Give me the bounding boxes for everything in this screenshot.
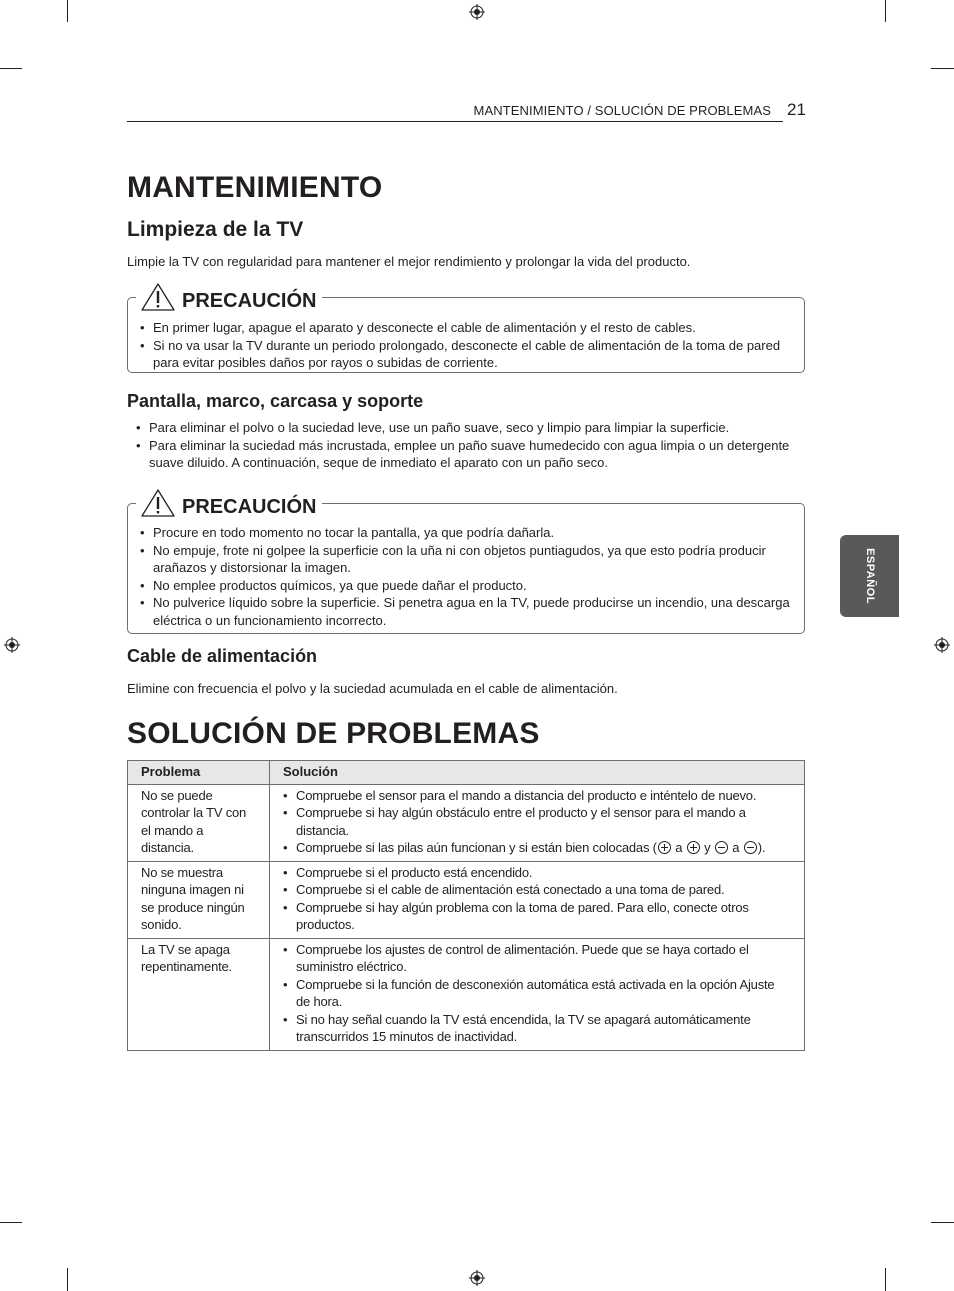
list-item: • Procure en todo momento no tocar la pantalla, ya que podría dañarla. xyxy=(140,524,790,542)
crop-mark xyxy=(67,0,68,22)
solution-cell xyxy=(270,938,805,1050)
problem-cell: No se puede controlar la TV con el mando a distancia. xyxy=(128,784,270,861)
plus-terminal-icon xyxy=(658,841,671,854)
cleaning-title: Limpieza de la TV xyxy=(127,218,304,241)
list-item: • Compruebe si la función de desconexión automática está activada en la opción Ajuste de hora. xyxy=(283,976,791,1011)
minus-terminal-icon xyxy=(715,841,728,854)
crop-mark xyxy=(885,0,886,22)
list-item: • Para eliminar el polvo o la suciedad leve, use un paño suave, seco y limpio para limpiar la superficie. xyxy=(136,419,796,437)
troubleshooting-table xyxy=(127,760,805,1051)
minus-terminal-icon xyxy=(744,841,757,854)
list-item: • Compruebe si hay algún obstáculo entre el producto y el sensor para el mando a distancia. xyxy=(283,804,791,839)
warning-icon xyxy=(140,488,176,518)
list-item: • Compruebe los ajustes de control de alimentación. Puede que se haya cortado el suministro eléctrico. xyxy=(283,941,791,976)
caution-label: PRECAUCIÓN xyxy=(182,290,317,312)
list-item: • Compruebe si el cable de alimentación está conectado a una toma de pared. xyxy=(283,881,791,899)
caution-list xyxy=(140,319,790,372)
crop-mark xyxy=(931,1222,954,1223)
cable-title: Cable de alimentación xyxy=(127,646,318,666)
list-item: • Para eliminar la suciedad más incrustada, emplee un paño suave humedecido con agua limpia o un detergente suave diluido. A continuación, seque de inmediato el aparato con un paño seco. xyxy=(136,437,796,472)
list-item: • Si no va usar la TV durante un periodo prolongado, desconecte el cable de alimentación de la toma de pared para evitar posibles daños por rayos o subidas de corriente. xyxy=(140,337,790,372)
solution-list xyxy=(283,941,791,1046)
crop-mark xyxy=(0,68,22,69)
solution-list xyxy=(283,864,791,934)
language-tab xyxy=(840,535,899,617)
screen-care-list xyxy=(136,419,796,472)
caution-box-1 xyxy=(127,290,805,373)
registration-mark-icon xyxy=(934,637,950,653)
column-header-solution: Solución xyxy=(270,761,805,785)
battery-text: Compruebe si las pilas aún funcionan y si están bien colocadas ( xyxy=(296,840,657,855)
table-row xyxy=(128,938,805,1050)
troubleshooting-title: SOLUCIÓN DE PROBLEMAS xyxy=(127,717,540,750)
caution-list xyxy=(140,524,790,629)
screen-title: Pantalla, marco, carcasa y soporte xyxy=(127,391,424,411)
maintenance-title: MANTENIMIENTO xyxy=(127,171,383,204)
crop-mark xyxy=(67,1268,68,1291)
battery-text: a xyxy=(732,840,740,855)
column-header-problem: Problema xyxy=(128,761,270,785)
caution-header xyxy=(136,482,322,518)
cleaning-text: Limpie la TV con regularidad para mantener el mejor rendimiento y prolongar la vida del producto. xyxy=(127,254,691,269)
crop-mark xyxy=(931,68,954,69)
page-number: 21 xyxy=(787,100,806,119)
crop-mark xyxy=(885,1268,886,1291)
language-tab-label: ESPAÑOL xyxy=(863,548,876,604)
table-header-row xyxy=(128,761,805,785)
warning-icon xyxy=(140,282,176,312)
list-item: • Compruebe si el producto está encendido. xyxy=(283,864,791,882)
table-row xyxy=(128,784,805,861)
plus-terminal-icon xyxy=(687,841,700,854)
registration-mark-icon xyxy=(469,1270,485,1286)
list-item: • Si no hay señal cuando la TV está encendida, la TV se apagará automáticamente transcurridos 15 minutos de inactividad. xyxy=(283,1011,791,1046)
caution-box-2 xyxy=(127,496,805,634)
running-header: MANTENIMIENTO / SOLUCIÓN DE PROBLEMAS xyxy=(473,103,771,118)
list-item: • No empuje, frote ni golpee la superficie con la uña ni con objetos puntiagudos, ya que esto podría producir arañazos y distorsionar la imagen. xyxy=(140,542,790,577)
problem-cell: La TV se apaga repentinamente. xyxy=(128,938,270,1050)
list-item: • Compruebe el sensor para el mando a distancia del producto e inténtelo de nuevo. xyxy=(283,787,791,805)
list-item xyxy=(283,839,791,857)
header-rule xyxy=(127,121,783,122)
list-item: • En primer lugar, apague el aparato y desconecte el cable de alimentación y el resto de cables. xyxy=(140,319,790,337)
battery-text: y xyxy=(704,840,711,855)
solution-cell xyxy=(270,861,805,938)
solution-cell xyxy=(270,784,805,861)
solution-list xyxy=(283,787,791,857)
caution-label: PRECAUCIÓN xyxy=(182,496,317,518)
caution-header xyxy=(136,276,322,312)
table-row xyxy=(128,861,805,938)
crop-mark xyxy=(0,1222,22,1223)
registration-mark-icon xyxy=(4,637,20,653)
list-item: • No emplee productos químicos, ya que puede dañar el producto. xyxy=(140,577,790,595)
list-item: • Compruebe si hay algún problema con la toma de pared. Para ello, conecte otros productos. xyxy=(283,899,791,934)
list-item: • No pulverice líquido sobre la superficie. Si penetra agua en la TV, puede producirse un incendio, una descarga eléctrica o un funcionamiento incorrecto. xyxy=(140,594,790,629)
battery-text: ). xyxy=(757,840,766,855)
problem-cell: No se muestra ninguna imagen ni se produce ningún sonido. xyxy=(128,861,270,938)
cable-text: Elimine con frecuencia el polvo y la suciedad acumulada en el cable de alimentación. xyxy=(127,681,618,696)
registration-mark-icon xyxy=(469,4,485,20)
battery-text: a xyxy=(675,840,683,855)
